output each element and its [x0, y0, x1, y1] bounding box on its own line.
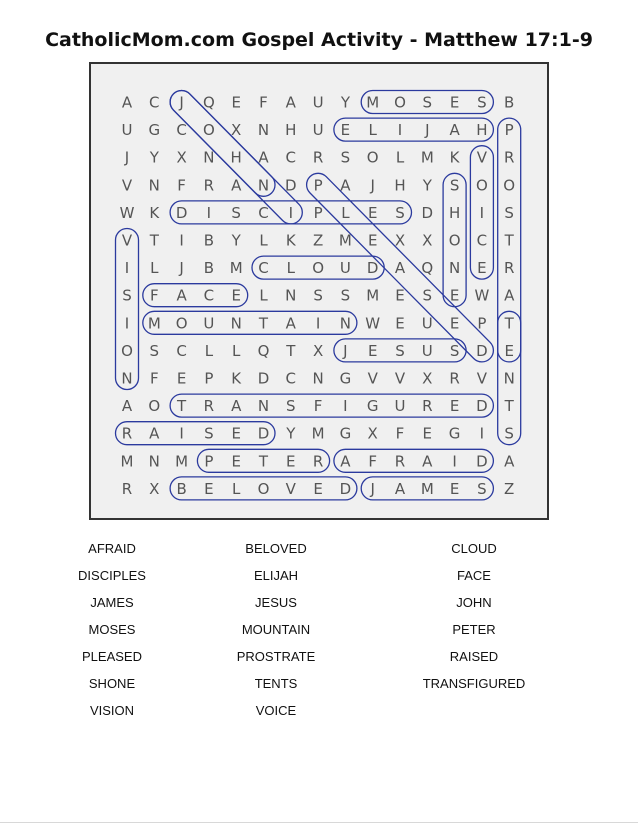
- word-list-item: VOICE: [255, 703, 297, 718]
- grid-letter: N: [257, 176, 270, 195]
- grid-letter: R: [203, 176, 215, 195]
- grid-letter: C: [176, 121, 187, 140]
- grid-letter: R: [121, 479, 133, 498]
- grid-letter: C: [285, 148, 297, 167]
- grid-letter: A: [449, 121, 460, 140]
- grid-letter: B: [176, 479, 187, 498]
- grid-letter: K: [231, 369, 242, 388]
- grid-letter: B: [203, 259, 215, 278]
- answer-outline-afraid: [334, 449, 494, 472]
- grid-letter: E: [395, 314, 405, 333]
- grid-letter: D: [285, 176, 297, 195]
- answer-outline-raised: [116, 422, 276, 445]
- grid-letter: T: [177, 397, 187, 416]
- grid-letter: T: [149, 231, 159, 250]
- word-list-item: PETER: [452, 622, 496, 637]
- grid-letter: M: [420, 148, 434, 167]
- grid-letter: Z: [504, 479, 515, 498]
- grid-letter: X: [312, 341, 324, 360]
- answer-outline-transfigured: [170, 394, 493, 417]
- grid-letter: M: [366, 286, 380, 305]
- word-list-item: ELIJAH: [253, 568, 299, 583]
- grid-letter: S: [477, 93, 487, 112]
- grid-letter: A: [231, 176, 242, 195]
- word-list-item: SHONE: [88, 676, 136, 691]
- grid-letter: R: [203, 397, 215, 416]
- grid-letter: J: [124, 148, 130, 167]
- grid-letter: S: [395, 341, 405, 360]
- grid-letter: H: [230, 148, 242, 167]
- grid-letter: T: [286, 341, 296, 360]
- grid-letter: E: [367, 341, 378, 360]
- grid-letter: S: [231, 203, 241, 222]
- grid-letter: U: [312, 121, 324, 140]
- grid-letter: O: [448, 231, 461, 250]
- grid-letter: E: [340, 121, 351, 140]
- grid-letter: E: [286, 452, 296, 471]
- grid-letter: N: [230, 314, 242, 333]
- grid-letter: I: [179, 424, 184, 443]
- divider: [0, 822, 638, 823]
- grid-letter: E: [231, 286, 241, 305]
- grid-letter: H: [476, 121, 488, 140]
- grid-letter: Y: [286, 424, 296, 443]
- grid-letter: U: [421, 314, 433, 333]
- grid-letter: E: [422, 424, 433, 443]
- grid-letter: N: [121, 369, 133, 388]
- grid-letter: L: [341, 203, 350, 222]
- grid-letter: I: [397, 121, 403, 140]
- word-search-svg: [91, 64, 547, 518]
- grid-letter: K: [449, 148, 460, 167]
- grid-letter: L: [368, 121, 377, 140]
- grid-letter: A: [340, 452, 351, 471]
- grid-letter: G: [366, 397, 379, 416]
- grid-letter: C: [476, 231, 488, 250]
- grid-letter: A: [121, 397, 133, 416]
- grid-letter: D: [366, 259, 379, 278]
- word-search-grid: [89, 62, 549, 520]
- grid-letter: M: [366, 93, 380, 112]
- grid-letter: X: [231, 121, 242, 140]
- grid-letter: N: [312, 369, 324, 388]
- grid-letter: X: [149, 479, 160, 498]
- grid-letter: S: [504, 424, 514, 443]
- grid-letter: A: [176, 286, 187, 305]
- grid-letter: M: [311, 424, 325, 443]
- grid-letter: E: [367, 231, 378, 250]
- word-list-item: PROSTRATE: [236, 649, 316, 664]
- grid-letter: S: [149, 341, 160, 360]
- grid-letter: M: [120, 452, 134, 471]
- grid-letter: S: [204, 424, 214, 443]
- grid-letter: M: [338, 231, 352, 250]
- grid-letter: N: [285, 286, 297, 305]
- grid-letter: S: [422, 93, 433, 112]
- grid-letter: J: [179, 93, 184, 112]
- grid-letter: Q: [421, 259, 434, 278]
- grid-letter: L: [232, 479, 241, 498]
- grid-letter: X: [422, 231, 433, 250]
- grid-letter: V: [367, 369, 378, 388]
- grid-letter: S: [449, 176, 460, 195]
- grid-letter: P: [204, 452, 214, 471]
- grid-letter: W: [365, 314, 381, 333]
- grid-letter: G: [339, 424, 352, 443]
- grid-letter: I: [206, 203, 212, 222]
- grid-letter: V: [121, 231, 133, 250]
- grid-letter: J: [343, 341, 348, 360]
- grid-letter: A: [121, 93, 133, 112]
- grid-letter: U: [421, 341, 433, 360]
- grid-letter: G: [448, 424, 461, 443]
- grid-letter: R: [312, 452, 324, 471]
- answer-outline-elijah: [334, 118, 494, 141]
- grid-letter: R: [121, 424, 133, 443]
- grid-letter: O: [475, 176, 488, 195]
- grid-letter: T: [504, 314, 514, 333]
- grid-letter: A: [285, 93, 296, 112]
- grid-letter: E: [204, 479, 214, 498]
- grid-letter: N: [503, 369, 515, 388]
- word-list-item: FACE: [457, 568, 491, 583]
- word-list-item: JESUS: [255, 595, 297, 610]
- grid-letter: C: [258, 203, 269, 222]
- grid-letter: M: [229, 259, 243, 278]
- grid-letter: M: [147, 314, 161, 333]
- grid-letter: E: [449, 314, 460, 333]
- grid-letter: A: [149, 424, 160, 443]
- grid-letter: X: [176, 148, 187, 167]
- grid-letter: D: [476, 452, 488, 471]
- grid-letter: E: [449, 286, 460, 305]
- grid-letter: O: [121, 341, 133, 360]
- grid-letter: U: [312, 93, 324, 112]
- word-list-item: PLEASED: [82, 649, 142, 664]
- grid-letter: R: [449, 369, 460, 388]
- grid-letter: P: [204, 369, 214, 388]
- word-list-item: AFRAID: [88, 541, 136, 556]
- grid-letter: Q: [202, 93, 215, 112]
- grid-letter: I: [179, 231, 184, 250]
- grid-letter: X: [422, 369, 433, 388]
- word-list-item: JAMES: [90, 595, 134, 610]
- grid-letter: I: [479, 203, 485, 222]
- word-list-item: MOSES: [88, 622, 136, 637]
- grid-letter: A: [340, 176, 351, 195]
- word-list-item: VISION: [89, 703, 135, 718]
- grid-letter: F: [149, 369, 159, 388]
- grid-letter: E: [395, 286, 405, 305]
- grid-letter: V: [121, 176, 133, 195]
- grid-letter: R: [394, 452, 406, 471]
- grid-letter: L: [232, 341, 241, 360]
- grid-letter: I: [124, 314, 130, 333]
- grid-letter: X: [367, 424, 378, 443]
- page-title: CatholicMom.com Gospel Activity - Matthew 17:1-9: [45, 29, 593, 51]
- grid-letter: C: [203, 286, 215, 305]
- grid-letter: U: [203, 314, 215, 333]
- grid-letter: S: [313, 286, 323, 305]
- grid-letter: U: [394, 397, 406, 416]
- word-list-item: RAISED: [449, 649, 499, 664]
- grid-letter: N: [148, 452, 160, 471]
- grid-letter: A: [285, 314, 296, 333]
- grid-letter: I: [452, 452, 457, 471]
- grid-letter: J: [370, 479, 375, 498]
- grid-letter: V: [476, 369, 488, 388]
- grid-letter: V: [394, 369, 406, 388]
- grid-letter: L: [286, 259, 295, 278]
- grid-letter: A: [394, 259, 406, 278]
- grid-letter: K: [149, 203, 160, 222]
- grid-letter: O: [148, 397, 161, 416]
- grid-letter: H: [448, 203, 461, 222]
- word-list-item: DISCIPLES: [78, 568, 146, 583]
- grid-letter: S: [504, 203, 514, 222]
- grid-letter: N: [257, 397, 270, 416]
- grid-letter: N: [203, 148, 215, 167]
- grid-letter: T: [504, 397, 514, 416]
- grid-letter: N: [257, 121, 270, 140]
- grid-letter: C: [149, 93, 160, 112]
- grid-letter: F: [259, 93, 268, 112]
- word-list-item: BELOVED: [245, 541, 307, 556]
- grid-letter: R: [422, 397, 433, 416]
- grid-letter: A: [258, 148, 269, 167]
- grid-letter: F: [149, 286, 159, 305]
- grid-letter: N: [448, 259, 461, 278]
- grid-letter: L: [204, 341, 214, 360]
- grid-letter: S: [340, 148, 351, 167]
- grid-letter: N: [148, 176, 160, 195]
- grid-letter: P: [477, 314, 487, 333]
- letter-grid: [120, 94, 516, 498]
- grid-letter: B: [504, 93, 515, 112]
- grid-letter: E: [231, 424, 241, 443]
- grid-letter: Y: [149, 148, 159, 167]
- grid-letter: I: [315, 314, 321, 333]
- grid-letter: P: [313, 203, 323, 222]
- grid-letter: E: [449, 479, 460, 498]
- grid-letter: S: [286, 397, 296, 416]
- grid-letter: O: [503, 176, 516, 195]
- grid-letter: F: [395, 424, 405, 443]
- grid-letter: F: [177, 176, 186, 195]
- answer-outline-vision: [116, 229, 139, 390]
- grid-letter: O: [202, 121, 215, 140]
- grid-letter: S: [122, 286, 132, 305]
- grid-letter: R: [503, 148, 515, 167]
- grid-letter: S: [477, 479, 487, 498]
- grid-letter: S: [395, 203, 405, 222]
- grid-letter: L: [395, 148, 405, 167]
- grid-letter: A: [504, 452, 515, 471]
- word-list-item: JOHN: [456, 595, 492, 610]
- grid-letter: S: [422, 286, 433, 305]
- grid-letter: S: [340, 286, 351, 305]
- grid-letter: R: [312, 148, 324, 167]
- grid-letter: D: [175, 203, 188, 222]
- grid-letter: Z: [312, 231, 324, 250]
- grid-letter: O: [257, 479, 270, 498]
- grid-letter: K: [285, 231, 296, 250]
- grid-letter: I: [479, 424, 485, 443]
- grid-letter: P: [313, 176, 323, 195]
- word-list-item: MOUNTAIN: [241, 622, 311, 637]
- grid-letter: A: [231, 397, 242, 416]
- grid-letter: E: [313, 479, 323, 498]
- grid-letter: X: [394, 231, 406, 250]
- grid-letter: L: [259, 231, 268, 250]
- grid-letter: D: [339, 479, 352, 498]
- grid-letter: H: [285, 121, 297, 140]
- grid-letter: E: [477, 259, 487, 278]
- grid-letter: G: [339, 369, 352, 388]
- grid-letter: E: [231, 93, 241, 112]
- grid-letter: E: [176, 369, 187, 388]
- grid-letter: O: [312, 259, 325, 278]
- grid-letter: D: [476, 397, 488, 416]
- grid-letter: H: [394, 176, 406, 195]
- grid-letter: N: [339, 314, 352, 333]
- grid-letter: S: [449, 341, 460, 360]
- word-list-item: CLOUD: [451, 541, 497, 556]
- grid-letter: V: [476, 148, 488, 167]
- grid-letter: L: [150, 259, 159, 278]
- grid-letter: G: [148, 121, 161, 140]
- word-list-item: TRANSFIGURED: [422, 676, 526, 691]
- grid-letter: I: [288, 203, 294, 222]
- grid-letter: D: [476, 341, 488, 360]
- grid-letter: T: [504, 231, 514, 250]
- grid-letter: J: [179, 259, 184, 278]
- grid-letter: J: [370, 176, 375, 195]
- grid-letter: B: [203, 231, 215, 250]
- grid-letter: D: [257, 424, 270, 443]
- grid-letter: E: [449, 397, 460, 416]
- grid-letter: L: [259, 286, 268, 305]
- grid-letter: T: [258, 452, 269, 471]
- grid-letter: I: [343, 397, 348, 416]
- grid-letter: A: [394, 479, 406, 498]
- grid-letter: P: [504, 121, 514, 140]
- grid-letter: W: [119, 203, 135, 222]
- grid-letter: O: [394, 93, 406, 112]
- grid-letter: D: [257, 369, 270, 388]
- grid-letter: M: [175, 452, 189, 471]
- grid-letter: D: [421, 203, 434, 222]
- grid-letter: A: [504, 286, 515, 305]
- grid-letter: R: [503, 259, 515, 278]
- grid-letter: Y: [340, 93, 350, 112]
- grid-letter: C: [176, 341, 187, 360]
- grid-letter: Q: [257, 341, 270, 360]
- grid-letter: T: [258, 314, 269, 333]
- grid-letter: C: [285, 369, 297, 388]
- grid-letter: F: [313, 397, 323, 416]
- grid-letter: E: [504, 341, 514, 360]
- grid-letter: V: [285, 479, 296, 498]
- grid-letter: U: [339, 259, 351, 278]
- grid-letter: M: [420, 479, 434, 498]
- grid-letter: C: [258, 259, 269, 278]
- grid-letter: W: [474, 286, 490, 305]
- grid-letter: J: [425, 121, 430, 140]
- grid-letter: O: [175, 314, 188, 333]
- grid-letter: O: [366, 148, 379, 167]
- grid-letter: Y: [231, 231, 241, 250]
- grid-letter: U: [121, 121, 133, 140]
- grid-letter: A: [422, 452, 433, 471]
- grid-letter: Y: [422, 176, 432, 195]
- grid-letter: I: [124, 259, 130, 278]
- grid-letter: E: [231, 452, 241, 471]
- word-list-item: TENTS: [254, 676, 298, 691]
- word-list: [0, 541, 638, 741]
- grid-letter: E: [367, 203, 378, 222]
- grid-letter: E: [449, 93, 460, 112]
- grid-letter: F: [368, 452, 378, 471]
